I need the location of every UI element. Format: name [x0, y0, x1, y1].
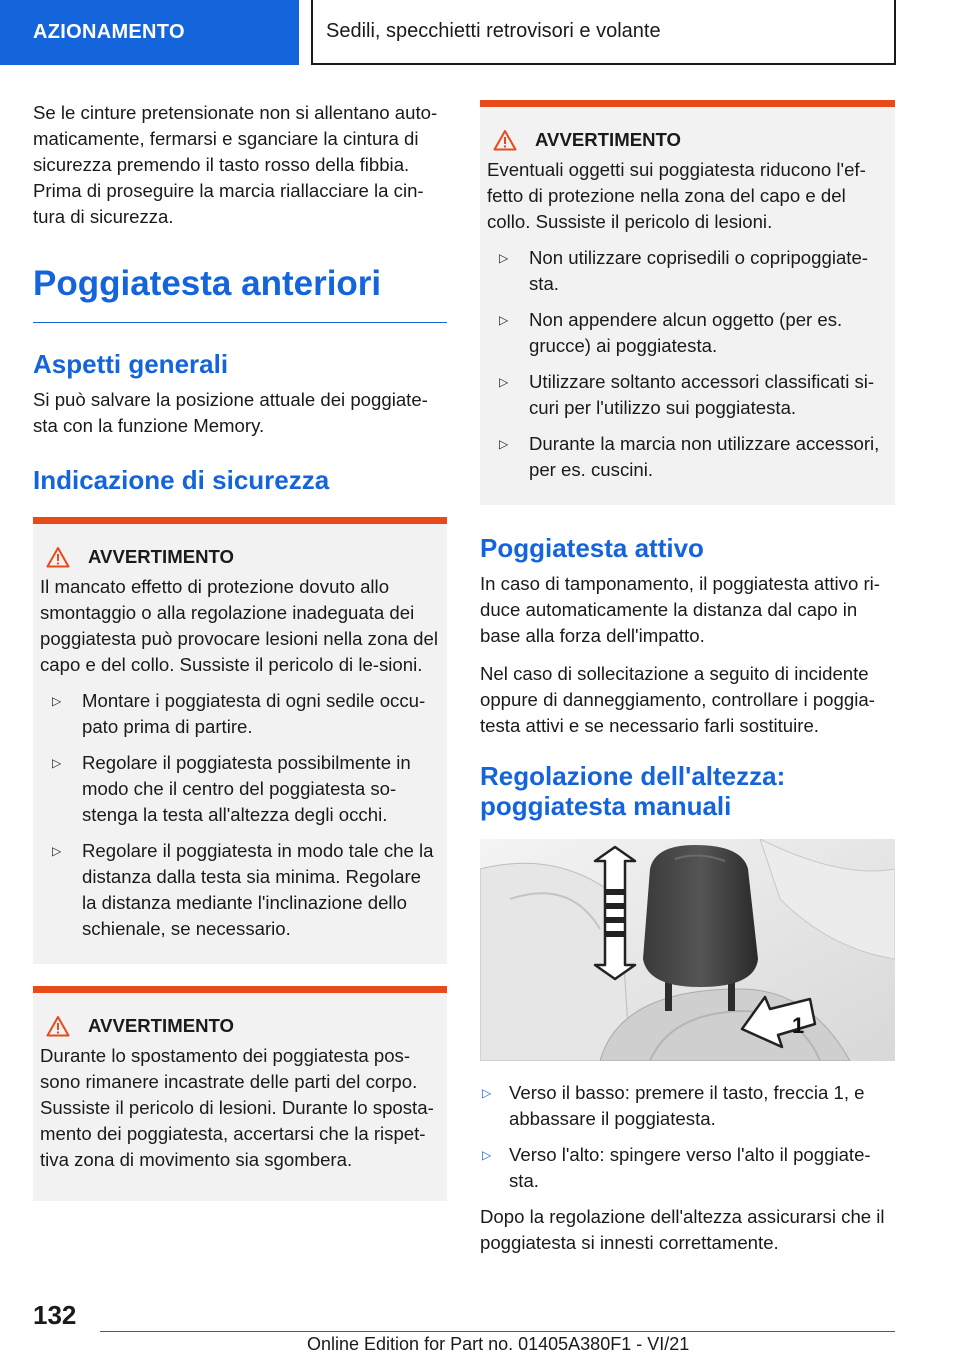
triangle-bullet-icon: ▷	[482, 1086, 492, 1100]
left-column	[33, 100, 447, 1201]
triangle-bullet-icon: ▷	[52, 694, 62, 708]
list-item: ▷ Durante la marcia non utilizzare accessori, per es. cuscini.	[499, 433, 880, 480]
warning-title-text: AVVERTIMENTO	[88, 546, 235, 567]
intro-paragraph: Se le cinture pretensionate non si allentano auto-maticamente, fermarsi e sganciare la cintura di sicurezza premendo il tasto rosso della fibbia. Prima di proseguire la marcia riallacciare la cin-tura di sicurezza.	[33, 102, 438, 227]
warning-triangle-icon	[493, 129, 517, 151]
triangle-bullet-icon: ▷	[52, 844, 62, 858]
figure-label: 1	[792, 1013, 805, 1038]
warning-title	[487, 127, 888, 153]
page-number: 132	[33, 1300, 77, 1330]
list-item: ▷ Non appendere alcun oggetto (per es. grucce) ai poggiatesta.	[499, 309, 843, 356]
page-title: Poggiatesta anteriori	[33, 262, 447, 323]
heading-height: Regolazione dell'altezza: poggiatesta manuali	[480, 761, 786, 821]
warning-text: Durante lo spostamento dei poggiatesta pos-sono rimanere incastrate delle parti del corpo. Sussiste il pericolo di lesioni. Durante lo sposta-mento dei poggiatesta, accertarsi che la rispet-tiva zona di movimento sia sgombera.	[40, 1045, 434, 1170]
warning-box-2	[33, 986, 447, 1201]
list-item: ▷ Verso l'alto: spingere verso l'alto il poggiate-sta.	[482, 1144, 871, 1191]
section-tab: AZIONAMENTO	[0, 0, 299, 65]
chapter-title: Sedili, specchietti retrovisori e volante	[311, 0, 896, 65]
list-item: ▷ Regolare il poggiatesta possibilmente in modo che il centro del poggiatesta so-stenga la testa all'altezza degli occhi.	[52, 752, 411, 825]
footer-divider	[100, 1331, 895, 1332]
heading-active: Poggiatesta attivo	[480, 533, 704, 563]
height-list	[480, 1080, 895, 1194]
list-item: ▷ Utilizzare soltanto accessori classificati si-curi per l'utilizzo sui poggiatesta.	[499, 371, 875, 418]
warning-text: Il mancato effetto di protezione dovuto allo smontaggio o alla regolazione inadeguata dei poggiatesta può provocare lesioni nella zona del capo e del collo. Sussiste il pericolo di le-sioni.	[40, 576, 438, 675]
warning-title	[40, 1013, 440, 1039]
warning-triangle-icon	[46, 546, 70, 568]
active-paragraph-2: Nel caso di sollecitazione a seguito di incidente oppure di danneggiamento, controllare i poggia-testa attivi e se necessario farli sostituire.	[480, 663, 875, 736]
warning-list	[40, 688, 440, 942]
heading-safety: Indicazione di sicurezza	[33, 465, 330, 495]
general-text: Si può salvare la posizione attuale dei poggiate-sta con la funzione Memory.	[33, 389, 428, 436]
list-item: ▷ Verso il basso: premere il tasto, freccia 1, e abbassare il poggiatesta.	[482, 1082, 865, 1129]
right-column	[480, 100, 895, 1268]
triangle-bullet-icon: ▷	[499, 251, 509, 265]
triangle-bullet-icon: ▷	[499, 437, 509, 451]
warning-text: Eventuali oggetti sui poggiatesta riducono l'ef-fetto di protezione nella zona del capo e del collo. Sussiste il pericolo di lesioni.	[487, 159, 866, 232]
headrest-illustration	[480, 839, 895, 1061]
list-item: ▷ Regolare il poggiatesta in modo tale che la distanza dalla testa sia minima. Regolare la distanza mediante l'inclinazione dello schienale, se necessario.	[52, 840, 434, 939]
heading-general: Aspetti generali	[33, 349, 229, 379]
triangle-bullet-icon: ▷	[499, 313, 509, 327]
triangle-bullet-icon: ▷	[482, 1148, 492, 1162]
triangle-bullet-icon: ▷	[52, 756, 62, 770]
warning-list	[487, 245, 888, 483]
list-item: ▷ Montare i poggiatesta di ogni sedile occu-pato prima di partire.	[52, 690, 426, 737]
warning-title-text: AVVERTIMENTO	[88, 1015, 235, 1036]
warning-title-text: AVVERTIMENTO	[535, 129, 682, 150]
footer-edition: Online Edition for Part no. 01405A380F1 - VI/21	[307, 1334, 690, 1354]
warning-title	[40, 544, 440, 570]
warning-box-1	[33, 517, 447, 964]
warning-box-3	[480, 100, 895, 505]
closing-paragraph: Dopo la regolazione dell'altezza assicurarsi che il poggiatesta si innesti correttamente.	[480, 1206, 885, 1253]
warning-triangle-icon	[46, 1015, 70, 1037]
list-item: ▷ Non utilizzare coprisedili o copripoggiate-sta.	[499, 247, 868, 294]
active-paragraph-1: In caso di tamponamento, il poggiatesta attivo ri-duce automaticamente la distanza dal capo in base alla forza dell'impatto.	[480, 573, 880, 646]
triangle-bullet-icon: ▷	[499, 375, 509, 389]
